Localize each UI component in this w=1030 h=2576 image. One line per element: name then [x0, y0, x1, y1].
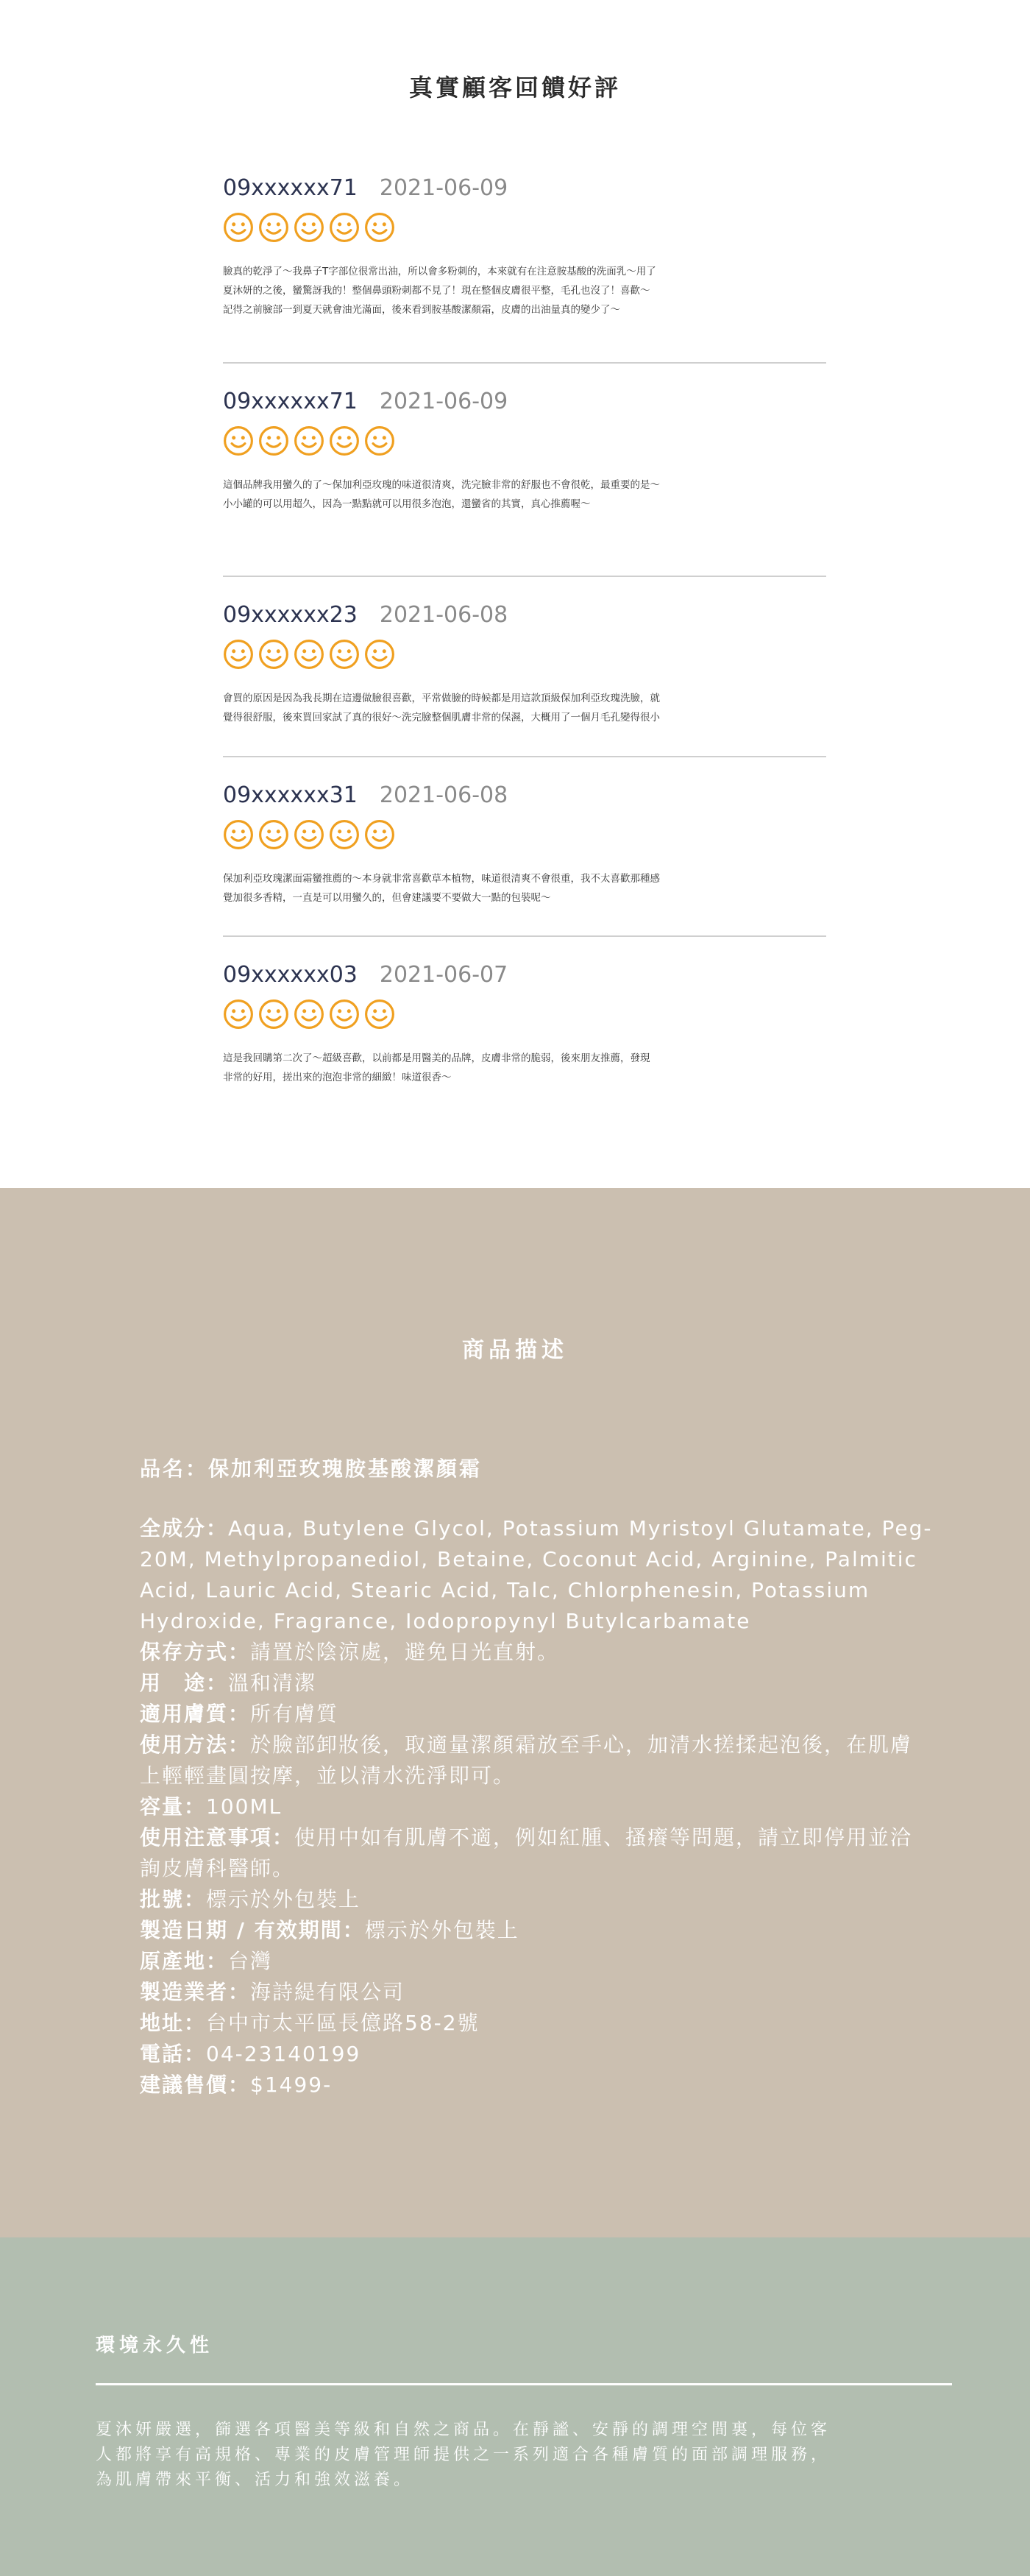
review-header [223, 962, 508, 991]
smiley-icon [258, 819, 289, 850]
spec-label: 電話： [140, 2042, 207, 2066]
review-item [223, 389, 826, 573]
smiley-icon [294, 999, 324, 1030]
smiley-icon [294, 819, 324, 850]
product-name [140, 1453, 482, 1482]
product-name-label: 品名： [140, 1457, 209, 1481]
spec-label: 建議售價： [140, 2073, 251, 2097]
smiley-icon [258, 212, 289, 243]
review-user: 09xxxxxx71 [223, 175, 358, 201]
review-date: 2021-06-07 [379, 962, 508, 988]
smiley-icon [364, 212, 395, 243]
review-text [223, 475, 826, 514]
spec-row [140, 1822, 934, 1884]
eco-text [96, 2418, 952, 2493]
review-text [223, 1049, 826, 1087]
review-text-line: 記得之前臉部一到夏天就會油光滿面，後來看到胺基酸潔顏霜，皮膚的出油量真的變少了～ [223, 304, 620, 316]
reviews-title: 真實顧客回饋好評 [408, 74, 621, 102]
spec-label: 使用方法： [140, 1733, 251, 1757]
review-text-line: 覺得很舒服，後來買回家試了真的很好～洗完臉整個肌膚非常的保濕，大概用了一個月毛孔變得很小 [223, 712, 660, 723]
spec-row [140, 1884, 934, 1915]
smiley-icon [329, 212, 360, 243]
spec-row [140, 1730, 934, 1791]
smiley-icon [294, 425, 324, 456]
spec-value: 請置於陰涼處，避免日光直射。 [250, 1640, 560, 1664]
review-divider [223, 362, 826, 364]
spec-row [140, 1668, 934, 1699]
rating-smileys [223, 819, 399, 852]
spec-value: 台灣 [228, 1949, 273, 1973]
review-item [223, 602, 826, 786]
spec-row [140, 2070, 934, 2101]
smiley-icon [294, 212, 324, 243]
smiley-icon [364, 425, 395, 456]
smiley-icon [258, 425, 289, 456]
eco-section [0, 2237, 1030, 2576]
eco-divider [96, 2383, 952, 2385]
eco-text-line: 為肌膚帶來平衡、活力和強效滋養。 [96, 2471, 414, 2489]
review-header [223, 602, 508, 631]
reviews-section [0, 0, 1030, 1188]
review-text-line: 非常的好用，搓出來的泡泡非常的細緻！味道很香～ [223, 1072, 452, 1083]
review-header [223, 175, 508, 205]
review-text [223, 262, 826, 319]
spec-row [140, 1699, 934, 1730]
review-date: 2021-06-09 [379, 389, 508, 414]
rating-smileys [223, 425, 399, 458]
review-text-line: 這是我回購第二次了～超級喜歡，以前都是用醫美的品牌，皮膚非常的脆弱，後來朋友推薦，發現 [223, 1052, 650, 1064]
spec-value: 標示於外包裝上 [206, 1887, 361, 1911]
review-text [223, 689, 826, 727]
smiley-icon [329, 819, 360, 850]
product-name-value: 保加利亞玫瑰胺基酸潔顏霜 [208, 1457, 483, 1481]
smiley-icon [223, 999, 254, 1030]
eco-title: 環境永久性 [96, 2335, 214, 2357]
smiley-icon [364, 819, 395, 850]
review-item [223, 962, 826, 1146]
spec-value: 溫和清潔 [228, 1671, 317, 1695]
eco-text-line: 人都將享有高規格、專業的皮膚管理師提供之一系列適合各種膚質的面部調理服務， [96, 2446, 831, 2464]
review-user: 09xxxxxx71 [223, 389, 358, 414]
rating-smileys [223, 999, 399, 1031]
spec-row [140, 2039, 934, 2070]
spec-row [140, 2008, 934, 2039]
eco-text-line: 夏沐妍嚴選，篩選各項醫美等級和自然之商品。在靜謐、安靜的調理空間裏，每位客 [96, 2421, 831, 2439]
spec-value: 海詩緹有限公司 [250, 1980, 405, 2004]
review-text-line: 夏沐妍的之後，蠻驚訝我的！整個鼻頭粉刺都不見了！現在整個皮膚很平整，毛孔也沒了！喜歡～ [223, 285, 650, 297]
spec-label: 保存方式： [140, 1640, 251, 1664]
spec-list [140, 1513, 934, 2101]
smiley-icon [329, 999, 360, 1030]
review-text-line: 保加利亞玫瑰潔面霜蠻推薦的～本身就非常喜歡草本植物，味道很清爽不會很重，我不太喜歡那種感 [223, 873, 660, 885]
review-text-line: 這個品牌我用蠻久的了～保加利亞玫瑰的味道很清爽，洗完臉非常的舒服也不會很乾，最重要的是～ [223, 479, 660, 491]
spec-value: Aqua, Butylene Glycol, Potassium Myristoyl Glutamate, Peg-20M, Methylpropanediol, Betaine, Coconut Acid, Arginine, Palmitic Acid, Lauric Acid, Stearic Acid, Talc, Chlorphenesin, Potassium Hydroxide, Fragrance, Iodopropynyl Butylcarbamate [140, 1516, 933, 1633]
spec-row [140, 1915, 934, 1946]
review-text [223, 869, 826, 907]
review-header [223, 389, 508, 418]
smiley-icon [258, 639, 289, 670]
spec-label: 地址： [140, 2011, 207, 2035]
spec-row [140, 1637, 934, 1668]
product-description-title: 商品描述 [462, 1337, 568, 1363]
spec-value: 標示於外包裝上 [364, 1918, 519, 1942]
review-divider [223, 576, 826, 577]
review-date: 2021-06-08 [379, 782, 508, 808]
spec-row [140, 1513, 934, 1637]
smiley-icon [294, 639, 324, 670]
spec-value: 使用中如有肌膚不適，例如紅腫、搔癢等問題，請立即停用並洽詢皮膚科醫師。 [140, 1825, 913, 1880]
smiley-icon [223, 212, 254, 243]
rating-smileys [223, 212, 399, 244]
review-text-line: 臉真的乾淨了～我鼻子T字部位很常出油，所以會多粉刺的，本來就有在注意胺基酸的洗面乳～用了 [223, 266, 656, 277]
smiley-icon [223, 819, 254, 850]
review-item [223, 782, 826, 966]
review-user: 09xxxxxx03 [223, 962, 358, 988]
spec-value: 100ML [206, 1794, 283, 1819]
spec-label: 製造業者： [140, 1980, 251, 2004]
review-text-line: 覺加很多香精，一直是可以用蠻久的，但會建議要不要做大一點的包裝呢～ [223, 892, 551, 904]
rating-smileys [223, 639, 399, 671]
spec-value: $1499- [250, 2073, 333, 2097]
spec-label: 容量： [140, 1794, 207, 1819]
review-item [223, 175, 826, 359]
spec-label: 全成分： [140, 1516, 229, 1540]
spec-label: 原產地： [140, 1949, 229, 1973]
smiley-icon [258, 999, 289, 1030]
spec-row [140, 1977, 934, 2008]
spec-value: 所有膚質 [250, 1702, 339, 1726]
review-user: 09xxxxxx31 [223, 782, 358, 808]
spec-row [140, 1791, 934, 1822]
smiley-icon [329, 425, 360, 456]
spec-label: 製造日期 / 有效期間： [140, 1918, 365, 1942]
spec-value: 台中市太平區長億路58-2號 [206, 2011, 480, 2035]
spec-value: 於臉部卸妝後，取適量潔顏霜放至手心，加清水搓揉起泡後，在肌膚上輕輕畫圓按摩，並以清水洗淨即可。 [140, 1733, 913, 1788]
spec-value: 04-23140199 [206, 2042, 361, 2066]
smiley-icon [223, 639, 254, 670]
spec-label: 使用注意事項： [140, 1825, 295, 1850]
smiley-icon [329, 639, 360, 670]
review-divider [223, 935, 826, 937]
review-user: 09xxxxxx23 [223, 602, 358, 628]
smiley-icon [364, 639, 395, 670]
spec-label: 批號： [140, 1887, 207, 1911]
spec-label: 用 途： [140, 1671, 229, 1695]
review-date: 2021-06-09 [379, 175, 508, 201]
review-header [223, 782, 508, 812]
review-text-line: 會買的原因是因為我長期在這邊做臉很喜歡，平常做臉的時候都是用這款頂級保加利亞玫瑰洗臉，就 [223, 693, 660, 704]
review-text-line: 小小罐的可以用超久，因為一點點就可以用很多泡泡，還蠻省的其實，真心推薦喔～ [223, 498, 591, 510]
review-divider [223, 756, 826, 757]
smiley-icon [364, 999, 395, 1030]
product-description-section [0, 1188, 1030, 2237]
spec-row [140, 1946, 934, 1977]
review-date: 2021-06-08 [379, 602, 508, 628]
smiley-icon [223, 425, 254, 456]
spec-label: 適用膚質： [140, 1702, 251, 1726]
